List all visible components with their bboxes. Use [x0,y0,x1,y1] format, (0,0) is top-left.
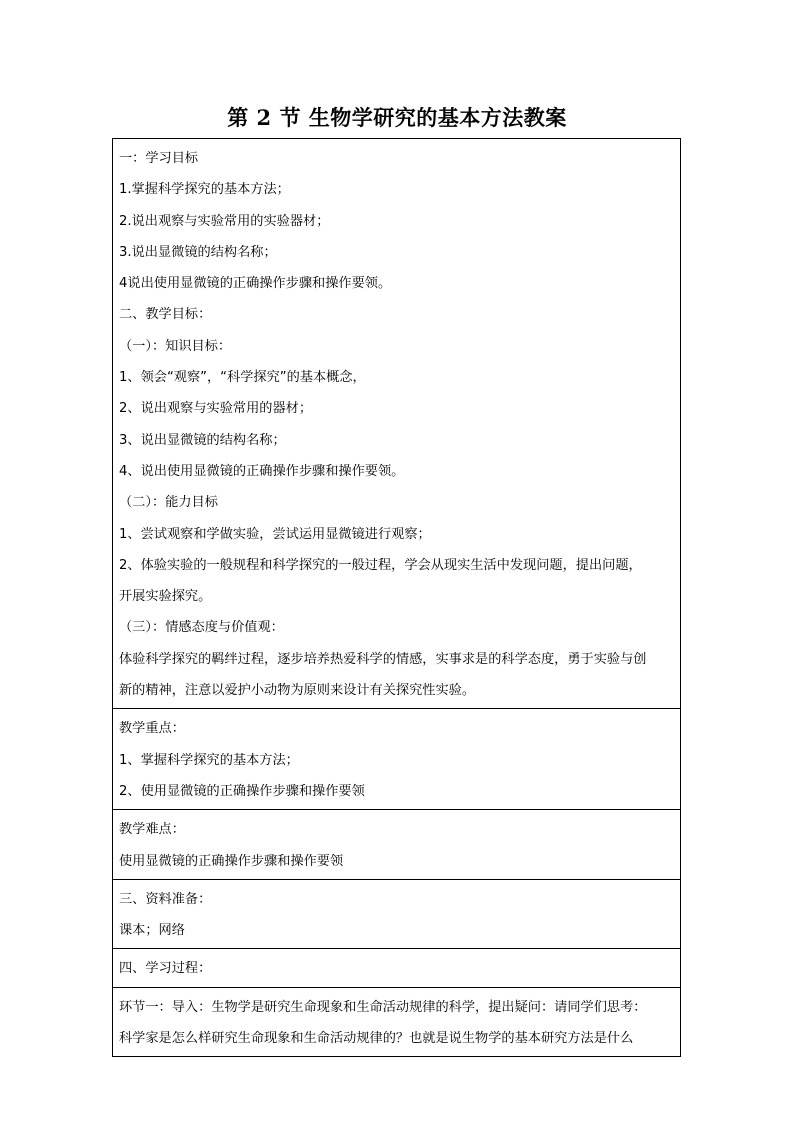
text-line: 1、掌握科学探究的基本方法； [119,752,299,768]
page-title: 第 2 节 生物学研究的基本方法教案 [227,105,567,130]
cell-difficulties [113,810,681,880]
row-materials [113,879,681,949]
text-line: （一）：知识目标： [119,338,232,354]
text-line: 科学家是怎么样研究生命现象和生命活动规律的？也就是说生物学的基本研究方法是什么 [119,1031,634,1047]
text-line: 4说出使用显微镜的正确操作步骤和操作要领。 [119,276,392,292]
cell-key-points [113,709,681,810]
text-line: 开展实验探究。 [119,589,212,605]
text-line: 使用显微镜的正确操作步骤和操作要领 [119,853,344,869]
text-line: 一：学习目标 [119,151,199,166]
row-intro [113,987,681,1057]
cell-objectives [113,139,681,709]
text-line: 2、使用显微镜的正确操作步骤和操作要领 [119,783,365,799]
row-objectives [113,139,681,709]
text-line: 二、教学目标： [119,307,212,323]
text-line: 环节一：导入：生物学是研究生命现象和生命活动规律的科学，提出疑问：请同学们思考： [119,999,647,1015]
cell-materials [113,879,681,949]
text-line: 3、说出显微镜的结构名称； [119,432,286,448]
text-line: 4、说出使用显微镜的正确操作步骤和操作要领。 [119,463,405,479]
row-difficulties [113,810,681,880]
text-line: 2、说出观察与实验常用的器材； [119,401,313,417]
text-line: 教学重点： [119,721,185,737]
text-line: 新的精神，注意以爱护小动物为原则来设计有关探究性实验。 [119,683,476,699]
row-key-points [113,709,681,810]
text-line: 2、体验实验的一般规程和科学探究的一般过程，学会从现实生活中发现问题，提出问题， [119,557,642,573]
text-line: 2.说出观察与实验常用的实验器材； [119,213,330,229]
text-line: 1.掌握科学探究的基本方法； [119,182,290,198]
text-line: 课本；网络 [119,923,185,939]
text-line: 体验科学探究的羁绊过程，逐步培养热爱科学的情感，实事求是的科学态度，勇于实验与创 [119,651,647,667]
cell-process [113,949,681,987]
lesson-plan-table [112,138,681,1057]
text-line: （三）：情感态度与价值观： [119,620,284,636]
text-line: 1、尝试观察和学做实验，尝试运用显微镜进行观察； [119,526,431,542]
text-line: （二）：能力目标 [119,495,218,511]
text-line: 1、领会“观察”，“科学探究”的基本概念， [119,370,366,386]
text-line: 三、资料准备： [119,891,212,907]
row-process [113,949,681,987]
text-line: 3.说出显微镜的结构名称； [119,244,277,260]
cell-intro [113,987,681,1057]
text-line: 教学难点： [119,822,185,838]
text-line: 四、学习过程： [119,961,212,977]
